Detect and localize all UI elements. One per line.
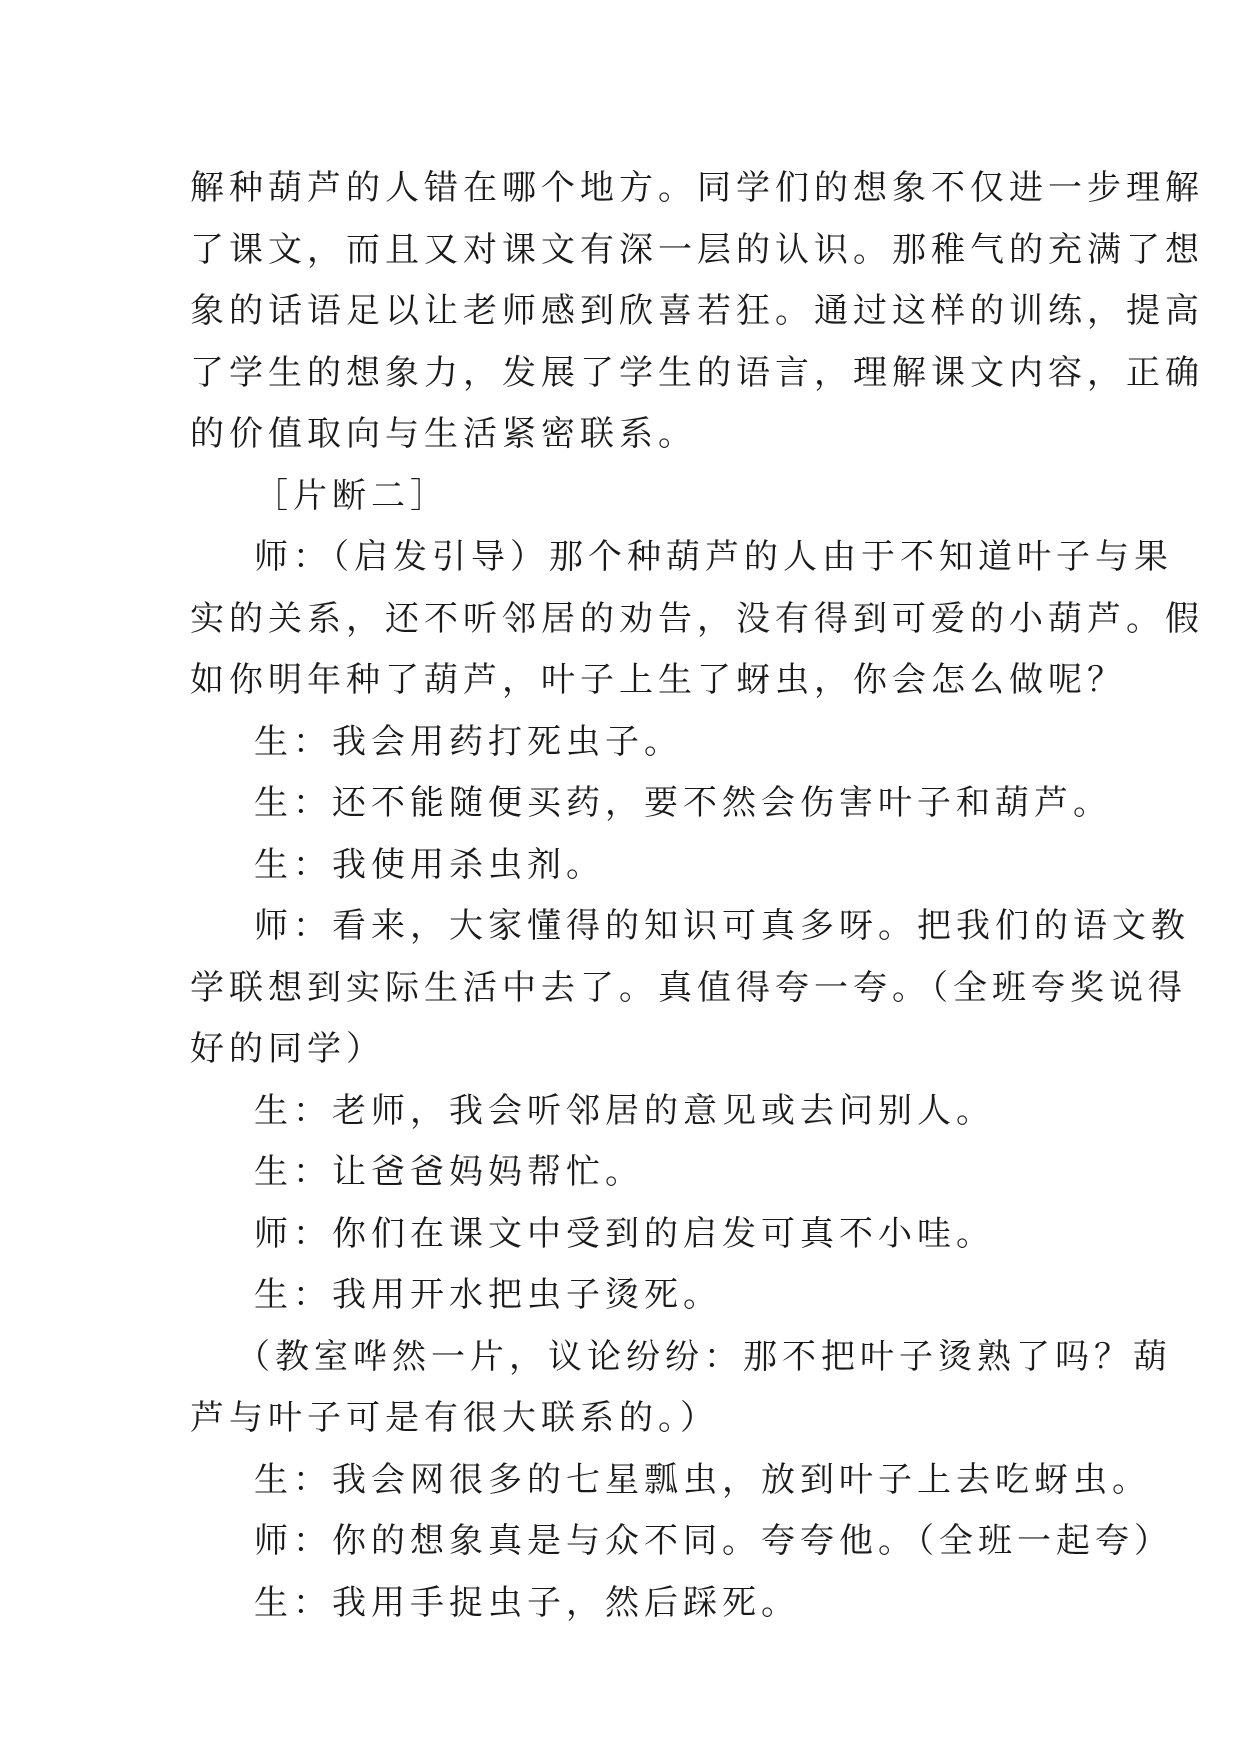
student-line: 生：我会用药打死虫子。 (254, 721, 683, 762)
document-page (190, 158, 1204, 1634)
teacher-line: 师：你的想象真是与众不同。夸夸他。（全班一起夸） (254, 1521, 1173, 1561)
text-line: 芦与叶子可是有很大联系的。） (190, 1398, 719, 1438)
teacher-line: 师：看来，大家懂得的知识可真多呀。把我们的语文教 (254, 906, 1190, 946)
text-line: 了学生的想象力，发展了学生的语言，理解课文内容，正确 (190, 352, 1204, 393)
student-line: 生：我会网很多的七星瓢虫，放到叶子上去吃蚜虫。 (254, 1459, 1151, 1500)
student-line: 生：老师，我会听邻居的意见或去问别人。 (254, 1090, 995, 1131)
text-line: 如你明年种了葫芦，叶子上生了蚜虫，你会怎么做呢？ (190, 660, 1126, 700)
student-line: 生：我用手捉虫子，然后踩死。 (254, 1582, 800, 1623)
student-line: 生：还不能随便买药，要不然会伤害叶子和葫芦。 (254, 783, 1112, 823)
text-line: 解种葫芦的人错在哪个地方。同学们的想象不仅进一步理解 (190, 168, 1204, 208)
teacher-line: 师：（启发引导）那个种葫芦的人由于不知道叶子与果 (254, 537, 1173, 577)
text-line: 实的关系，还不听邻居的劝告，没有得到可爱的小葫芦。假 (190, 598, 1204, 639)
stage-direction-line: （教室哗然一片，议论纷纷：那不把叶子烫熟了吗？葫 (236, 1336, 1172, 1377)
text-line: 象的话语足以让老师感到欣喜若狂。通过这样的训练，提高 (190, 291, 1204, 331)
student-line: 生：让爸爸妈妈帮忙。 (254, 1152, 644, 1192)
text-line: 的价值取向与生活紧密联系。 (190, 414, 697, 454)
text-line: 了课文，而且又对课文有深一层的认识。那稚气的充满了想 (190, 229, 1204, 270)
section-heading: ［片断二］ (254, 475, 449, 516)
text-line: 学联想到实际生活中去了。真值得夸一夸。（全班夸奖说得 (190, 967, 1187, 1008)
student-line: 生：我用开水把虫子烫死。 (254, 1275, 722, 1315)
teacher-line: 师：你们在课文中受到的启发可真不小哇。 (254, 1213, 995, 1254)
student-line: 生：我使用杀虫剂。 (254, 844, 605, 885)
text-line: 好的同学） (190, 1029, 385, 1069)
